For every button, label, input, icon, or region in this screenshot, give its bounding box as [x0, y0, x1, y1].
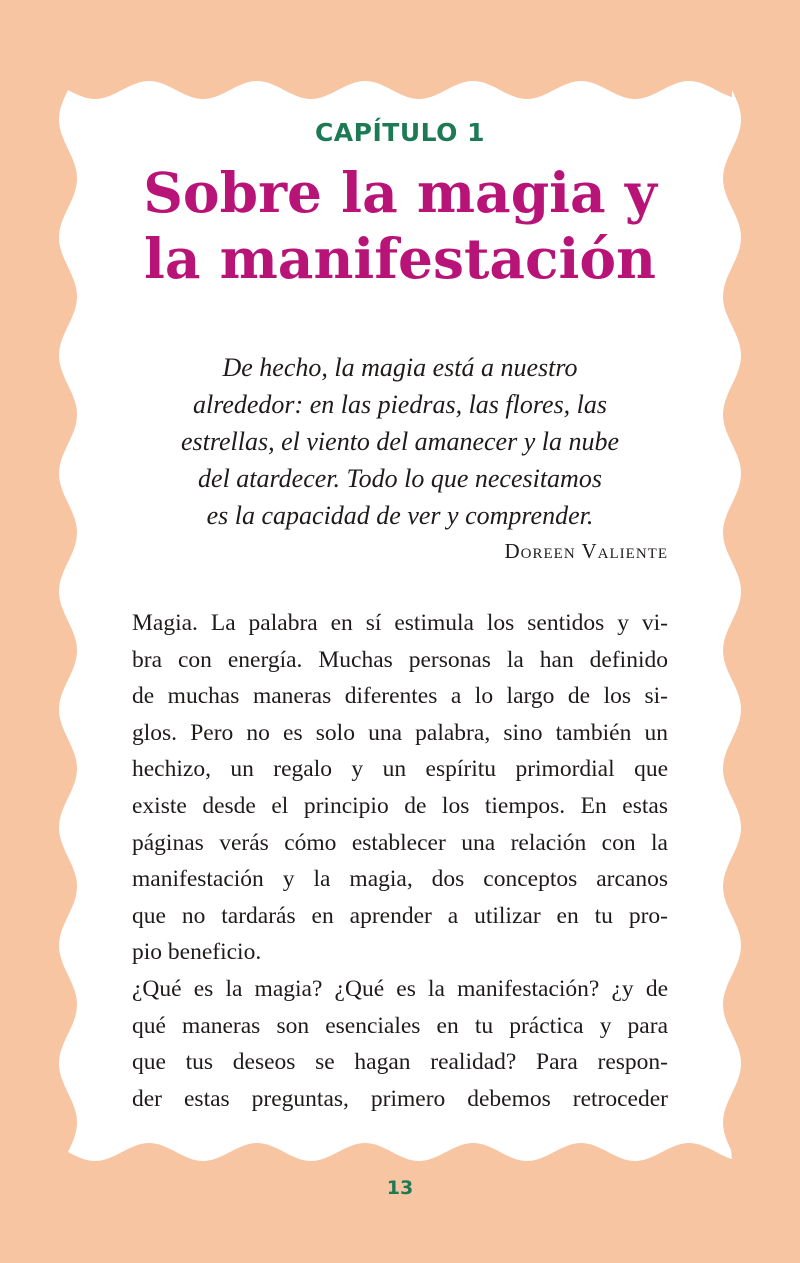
- chapter-title-line: Sobre la magia y: [143, 160, 657, 225]
- chapter-label: CAPÍTULO 1: [314, 118, 486, 147]
- chapter-title: [100, 160, 700, 292]
- body-line: Magia. La palabra en sí estimula los sentidos y vi-: [132, 610, 668, 636]
- body-line: que tus deseos se hagan realidad? Para respon-: [132, 1049, 668, 1076]
- page-number: 13: [386, 1177, 414, 1199]
- epigraph-line: estrellas, el viento del amanecer y la nube: [180, 427, 619, 456]
- epigraph-author: Doreen Valiente: [504, 539, 668, 563]
- body-line: ¿Qué es la magia? ¿Qué es la manifestación? ¿y de: [132, 975, 668, 1002]
- epigraph-line: alrededor: en las piedras, las flores, las: [192, 390, 608, 419]
- body-line: páginas verás cómo establecer una relación con la: [132, 829, 668, 856]
- body-line: de muchas maneras diferentes a lo largo de los si-: [132, 683, 668, 710]
- epigraph-quote: [120, 349, 680, 534]
- body-line: glos. Pero no es solo una palabra, sino también un: [132, 719, 668, 746]
- epigraph-line: es la capacidad de ver y comprender.: [206, 501, 594, 530]
- body-line: der estas preguntas, primero debemos retroceder: [132, 1085, 668, 1112]
- body-line: hechizo, un regalo y un espíritu primordial que: [132, 756, 668, 783]
- chapter-title-line: la manifestación: [143, 226, 657, 291]
- epigraph-line: De hecho, la magia está a nuestro: [222, 353, 578, 382]
- body-line: bra con energía. Muchas personas la han definido: [132, 646, 668, 673]
- body-paragraphs: [132, 605, 668, 1117]
- body-line: qué maneras son esenciales en tu práctica y para: [132, 1012, 668, 1039]
- epigraph-line: del atardecer. Todo lo que necesitamos: [198, 464, 602, 493]
- body-line: existe desde el principio de los tiempos. En estas: [132, 792, 668, 819]
- body-line: manifestación y la magia, dos conceptos arcanos: [132, 866, 668, 893]
- body-line: que no tardarás en aprender a utilizar en tu pro-: [132, 902, 668, 929]
- body-line: pio beneficio.: [132, 939, 262, 966]
